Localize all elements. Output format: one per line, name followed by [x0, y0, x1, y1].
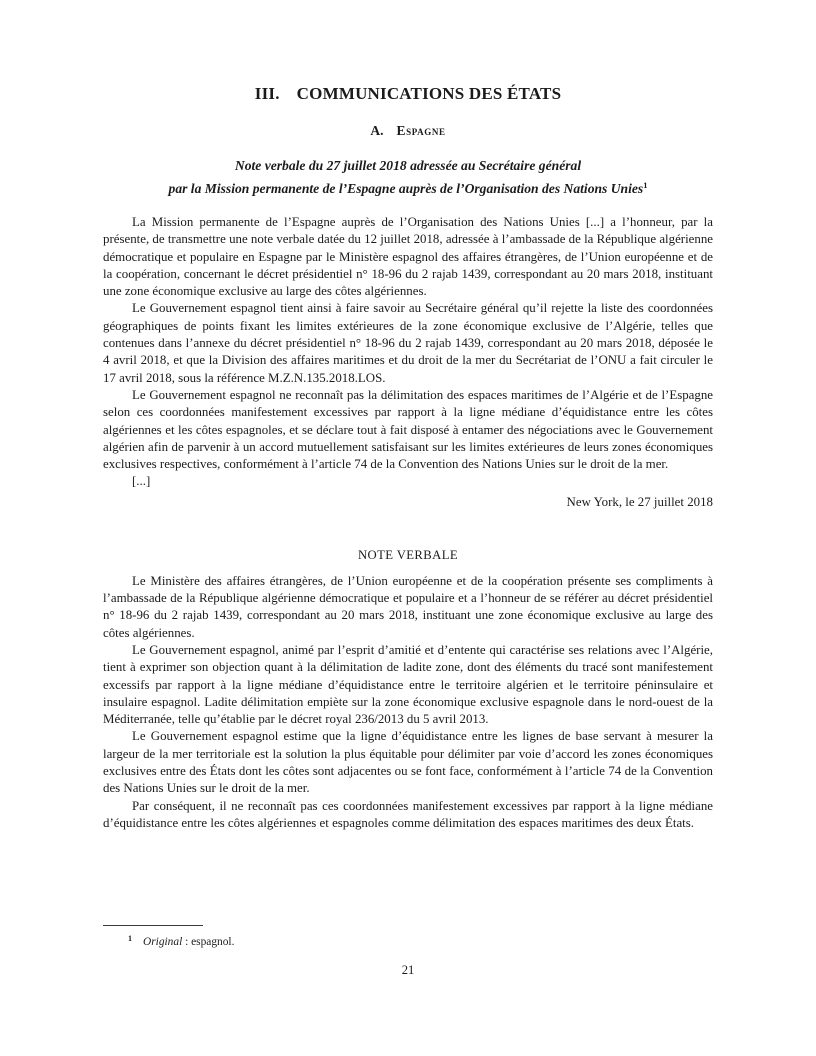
subsection-heading [103, 123, 713, 139]
note-title-line1: Note verbale du 27 juillet 2018 adressée au Secrétaire général [234, 158, 582, 173]
section-number: III. [254, 84, 280, 103]
ellipsis-marker: [...] [132, 474, 151, 489]
subsection-letter: A. [370, 123, 384, 138]
page-number: 21 [401, 963, 415, 977]
paragraph: Le Gouvernement espagnol ne reconnaît pas la délimitation des espaces maritimes de l’Algérie et de l’Espagne selon ces coordonnées manifestement excessives par rapport à la ligne médiane d’équidistance entre les côtes algériennes et les côtes espagnoles, et se déclare tout à fait disposé à entamer des négociations avec le Gouvernement algérien afin de parvenir à un accord mutuellement satisfaisant sur les limites extérieures de leurs zones économiques exclusives respectives, conformément à l’article 74 de la Convention des Nations Unies sur le droit de la mer. [103, 387, 713, 472]
page-content [103, 84, 713, 832]
footnote [103, 934, 713, 948]
footnote-marker: 1 [128, 934, 132, 943]
paragraph: Le Gouvernement espagnol, animé par l’esprit d’amitié et d’entente qui caractérise ses relations avec l’Algérie, tient à exprimer son objection quant à la délimitation de ladite zone, dont des éléments du tracé sont manifestement excessifs par rapport à la ligne médiane d’équidistance entre le territoire algérien et le territoire péninsulaire et insulaire espagnol. Ladite délimitation empiète sur la zone économique exclusive espagnole dans le nord-ouest de la Méditerranée, telle qu’établie par le décret royal 236/2013 du 5 avril 2013. [103, 642, 713, 727]
footnote-text: : espagnol. [182, 936, 235, 948]
note-verbale-subheading: NOTE VERBALE [357, 547, 459, 562]
paragraph: Le Ministère des affaires étrangères, de l’Union européenne et de la coopération présente ses compliments à l’ambassade de la République algérienne démocratique et populaire et a l’honneur de se référer au décret présidentiel n° 18-96 du 2 rajab 1439, correspondant au 20 mars 2018, instituant une zone économique exclusive au large des côtes algériennes. [103, 573, 713, 640]
footnote-area [103, 925, 713, 948]
paragraph: Par conséquent, il ne reconnaît pas ces coordonnées manifestement excessives par rapport à la ligne médiane d’équidistance entre les côtes algériennes et espagnoles comme délimitation des espaces maritimes des deux États. [103, 798, 713, 830]
footnote-separator-rule [103, 925, 203, 926]
section-title [103, 84, 713, 104]
footnote-reference: 1 [643, 179, 648, 190]
note-verbale-title [103, 156, 713, 198]
paragraph: Le Gouvernement espagnol estime que la ligne d’équidistance entre les lignes de base servant à mesurer la largeur de la mer territoriale est la solution la plus équitable pour délimiter par voie d’accord les zones économiques exclusives entre des États dont les côtes sont adjacentes ou se font face, conformément à l’article 74 de la Convention des Nations Unies sur le droit de la mer. [103, 729, 713, 796]
section-title-text: COMMUNICATIONS DES ÉTATS [296, 84, 562, 103]
intro-section [103, 214, 713, 491]
footnote-term: Original [143, 936, 183, 948]
subsection-title-text: Espagne [396, 123, 446, 138]
note-verbale-section [103, 573, 713, 832]
paragraph: Le Gouvernement espagnol tient ainsi à faire savoir au Secrétaire général qu’il rejette la liste des coordonnées géographiques de points fixant les limites extérieures de la zone économique exclusive de l’Algérie, telles que contenues dans l’annexe du décret présidentiel n° 18-96 du 2 rajab 1439, correspondant au 20 mars 2018, déposée le 4 avril 2018, et que la Division des affaires maritimes et du droit de la mer du Secrétariat de l’ONU a fait circuler le 17 avril 2018, sous la référence M.Z.N.135.2018.LOS. [103, 301, 713, 385]
dateline: New York, le 27 juillet 2018 [566, 494, 713, 509]
paragraph: La Mission permanente de l’Espagne auprès de l’Organisation des Nations Unies [...] a l’honneur, par la présente, de transmettre une note verbale datée du 12 juillet 2018, adressée à l’ambassade de la République algérienne démocratique et populaire en Espagne par le Ministère espagnol des affaires étrangères, de l’Union européenne et de la coopération, concernant le décret présidentiel n° 18-96 du 2 rajab 1439, correspondant au 20 mars 2018, instituant une zone économique exclusive au large des côtes algériennes. [103, 215, 713, 299]
note-title-line2: par la Mission permanente de l’Espagne auprès de l’Organisation des Nations Unies [168, 180, 644, 196]
